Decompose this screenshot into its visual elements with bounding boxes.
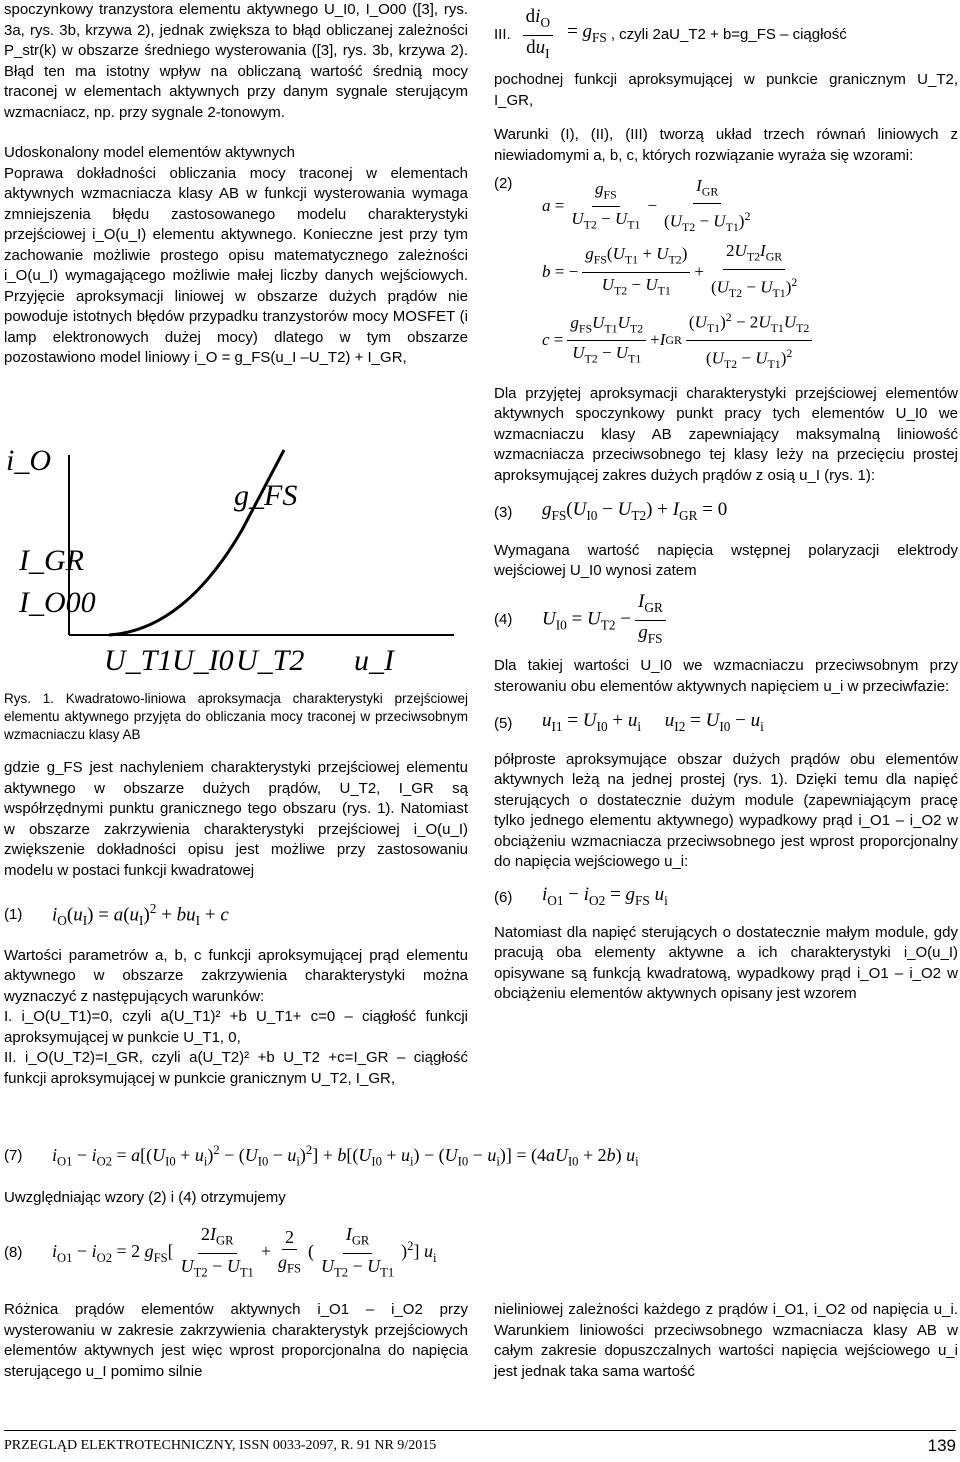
eq7-body: $i_{O1} - i_{O2} = a[(U_{I0} + u_i)^2 - (U_{I0} - u_i)^2] + b[(U_{I0} + u_i) - (U_{I0} - u_i)] = (4aU_{I0} + 2b)$ $u_i$ bbox=[52, 1143, 639, 1169]
figure-caption: Rys. 1. Kwadratowo-liniowa aproksymacja charakterystyki przejściowej elementu aktywnego przyjęta do obliczania mocy traconej w przeciwsobnym wzmacniaczu klasy AB bbox=[4, 691, 468, 742]
paragraph-system: Warunki (I), (II), (III) tworzą układ trzech równań liniowych z niewiadomymi a, b, c, których rozwiązanie wyraża się wzorami: bbox=[494, 126, 958, 164]
equation-4 bbox=[494, 590, 958, 651]
eq2-number: (2) bbox=[494, 175, 513, 192]
eq3-number: (3) bbox=[494, 504, 513, 522]
eq3-body: $g_{FS}(U_{I0} - U_{T2}) + I_{GR} = 0$ bbox=[542, 499, 728, 524]
eq6-body: $i_{O1} - i_{O2} = g_{FS}$ $u_i$ bbox=[542, 883, 668, 908]
eq7-number: (7) bbox=[4, 1146, 23, 1164]
left-column bbox=[4, 0, 468, 369]
equation-7 bbox=[4, 1140, 956, 1172]
paragraph-gfs: gdzie g_FS jest nachyleniem charakterystyki przejściowej elementu aktywnego w obszarze dużych prądów, U_T2, I_GR są współrzędnymi punktu granicznego tego obszaru (rys. 1). Natomiast w obszarze zakrzywienia charakterystyki przejściowej i_O(u_I) zwiększenie dokładności opisu jest możliwe przy zastosowaniu modelu w postaci funkcji kwadratowej bbox=[4, 759, 468, 879]
eq2-body: a = $\frac{g_{FS}}{U_{T2} - U_{T1}}$ − $\frac{I_{GR}}{(U_{T2} - U_{T1})^2}$ b = − $\frac{g_{FS}(U_{T1} + U_{T2})}{U_{T2} - U_{T1}}$ + $\frac{2U_{T2}I_{GR}}{(U_{T2} - U_{T1})^2}$ c = $\frac{g_{FS}U_{T1}U_{T2}}{U_{T2} - U_{T1}}$ + I GR $\frac{(U_{T1})^2 - 2U_{T1}U_{T2}}{(U_{T2} - U_{T1})^2}$ bbox=[542, 174, 816, 376]
eq1-body: $i_O(u_I) = a(u_I)^2 + bu_I + c$ bbox=[52, 901, 229, 929]
footer-rule bbox=[4, 1430, 956, 1431]
paragraph-model: Poprawa dokładności obliczania mocy traconej w elementach aktywnych wzmacniacza klasy AB w funkcji wysterowania wymaga zmniejszenia błędu zastosowanego modelu charakterystyki przejściowej i_O(u_I) elementu aktywnego. Konieczne jest przy tym zachowanie możliwie prostego opisu matematycznego zależności i_O(u_I) wymagającego możliwie małej liczby danych wejściowych. Przyjęcie aproksymacji liniowej w obszarze dużych prądów nie powoduje istotnych błędów przypadku tranzystorów mocy MOSFET (i lamp elektronowych dużej mocy) dlatego w tym obszarze pozostawiono model liniowy i_O = g_FS(u_I –U_T2) + I_GR, bbox=[4, 164, 468, 366]
eq5-number: (5) bbox=[494, 715, 513, 733]
condition-3-rest: pochodnej funkcji aproksymującej w punkcie granicznym U_T2, I_GR, bbox=[494, 71, 958, 109]
condition-3 bbox=[494, 0, 958, 70]
paragraph-halflines: półproste aproksymujące obszar dużych prądów obu elementów aktywnych leżą na jednej prostej (rys. 1). Dzięki temu dla napięć sterujących o dostatecznie dużym module (zapewniającym pracę tylko jednego elementu aktywnego) wypadkowy prąd i_O1 – i_O2 w obciążeniu wzmacniacza przeciwsobnego jest wprost proporcjonalny do napięcia wejściowego u_i: bbox=[494, 750, 958, 871]
fig-y-label: i_O bbox=[6, 444, 51, 477]
paragraph-params: Wartości parametrów a, b, c funkcji aproksymującej prąd elementu aktywnego w obszarze zakrzywienia charakterystyki można wyznaczyć z następujących warunków: bbox=[4, 946, 468, 1005]
fig-io00-label: I_O00 bbox=[19, 586, 96, 619]
eq8-number: (8) bbox=[4, 1243, 23, 1261]
condition-1: I. i_O(U_T1)=0, czyli a(U_T1)² +b U_T1+ c=0 – ciągłość funkcji aproksymującej w punkcie U_T1, 0, bbox=[4, 1008, 468, 1046]
eq5-body: $u_{I1} = U_{I0} + u_i$ $u_{I2} = U_{I0} - u_i$ bbox=[542, 710, 764, 735]
eq6-number: (6) bbox=[494, 888, 513, 906]
bottom-right-text bbox=[494, 1300, 958, 1382]
journal-name: PRZEGLĄD ELEKTROTECHNICZNY, ISSN 0033-2097, R. 91 NR 9/2015 bbox=[4, 1438, 437, 1453]
paragraph-push-pull: Dla takiej wartości U_I0 we wzmacniaczu przeciwsobnym przy sterowaniu obu elementów aktywnych napięciem u_i w przeciwfazie: bbox=[494, 657, 958, 695]
cond3-prefix: III. bbox=[494, 25, 511, 43]
paragraph-intro: spoczynkowy tranzystora elementu aktywnego U_I0, I_O00 ([3], rys. 3a, rys. 3b, krzywa 2), jednak zwiększa to błąd obliczanej zależności P_str(k) w obszarze średniego wysterowania ([3], rys. 3b, krzywa 2). Błąd ten ma istotny wpływ na obliczaną wartość średnią mocy traconej w elementach aktywnych przy danym sygnale sterującym wzmacniacz, np. przy sygnale 2-tonowym. bbox=[4, 1, 468, 121]
fig-ut2-label: U_T2 bbox=[236, 644, 305, 677]
cond3-eq: = $g_{FS}$ bbox=[567, 20, 607, 45]
paragraph-difference: Różnica prądów elementów aktywnych i_O1 – i_O2 przy wysterowaniu w zakresie zakrzywienia charakterystyk przejściowych elementów aktywnych jest więc wprost proporcjonalna do napięcia sterującego u_I pomimo silnie bbox=[4, 1301, 468, 1380]
equation-5 bbox=[494, 711, 958, 737]
page-footer bbox=[4, 1436, 956, 1457]
left-column-lower bbox=[4, 690, 468, 1089]
fig-igr-label: I_GR bbox=[19, 544, 84, 577]
equation-6 bbox=[494, 885, 958, 911]
paragraph-considering: Uwzględniając wzory (2) i (4) otrzymujemy bbox=[4, 1189, 286, 1206]
section-heading: Udoskonalony model elementów aktywnych bbox=[4, 144, 295, 161]
paragraph-required: Wymagana wartość napięcia wstępnej polaryzacji elektrody wejściowej U_I0 wynosi zatem bbox=[494, 541, 958, 580]
eq8-body: $i_{O1} - i_{O2} = 2$ $g_{FS}$[ $\frac{2I_{GR}}{U_{T2} - U_{T1}}$ + $\frac{2}{g_{FS}}$ ( $\frac{I_{GR}}{U_{T2} - U_{T1}}$ )$^2$] $u_i$ bbox=[52, 1224, 437, 1280]
fig-gfs-label: g_FS bbox=[234, 479, 298, 512]
equation-3 bbox=[494, 500, 958, 526]
fig-ut1-label: U_T1 bbox=[104, 644, 173, 677]
eq1-number: (1) bbox=[4, 906, 23, 924]
paragraph-nonlinear: nieliniowej zależności każdego z prądów i_O1, i_O2 od napięcia u_i. Warunkiem liniowości przeciwsobnego wzmacniacza klasy AB w całym zakresie dopuszczalnych wartości napięcia wejściowego u_i jest jednak taka sama wartość bbox=[494, 1301, 958, 1380]
characteristic-curve bbox=[109, 450, 284, 635]
cond3-derivative: $\frac{di_O}{du_I}$ bbox=[523, 5, 553, 66]
figure-1 bbox=[4, 430, 474, 680]
page-number: 139 bbox=[927, 1436, 956, 1455]
equation-1 bbox=[4, 899, 468, 932]
right-column bbox=[494, 0, 958, 1005]
paragraph-small-signal: Natomiast dla napięć sterujących o dostatecznie małym module, gdy pracują oba elementy aktywne a ich charakterystyki i_O(u_I) opisywane są funkcją kwadratową, wypadkowy prąd i_O1 – i_O2 w obciążeniu elementów aktywnych opisany jest wzorem bbox=[494, 923, 958, 1003]
condition-2: II. i_O(U_T2)=I_GR, czyli a(U_T2)² +b U_T2 +c=I_GR – ciągłość funkcji aproksymującej w punkcie granicznym U_T2, I_GR, bbox=[4, 1049, 468, 1087]
equation-8 bbox=[4, 1222, 956, 1284]
equation-2 bbox=[494, 174, 958, 376]
fig-ui-label: u_I bbox=[354, 644, 394, 677]
eq4-body: $U_{I0} = U_{T2}$ − $\frac{I_{GR}}{g_{FS}}$ bbox=[542, 590, 670, 651]
paragraph-bias: Dla przyjętej aproksymacji charakterystyki przejściowej elementów aktywnych spoczynkowy punkt pracy tych elementów U_I0 we wzmacniaczu klasy AB zapewniający maksymalną liniowość wzmacniacza przeciwsobnego tej klasy leży na przecięciu prostej aproksymującej zakres dużych prądów z osią u_I (rys. 1): bbox=[494, 384, 958, 484]
cond3-tail: , czyli 2aU_T2 + b=g_FS – ciągłość bbox=[610, 25, 847, 43]
fig-ui0-label: U_I0 bbox=[172, 644, 234, 677]
eq4-number: (4) bbox=[494, 610, 513, 628]
bottom-left-text bbox=[4, 1300, 468, 1382]
